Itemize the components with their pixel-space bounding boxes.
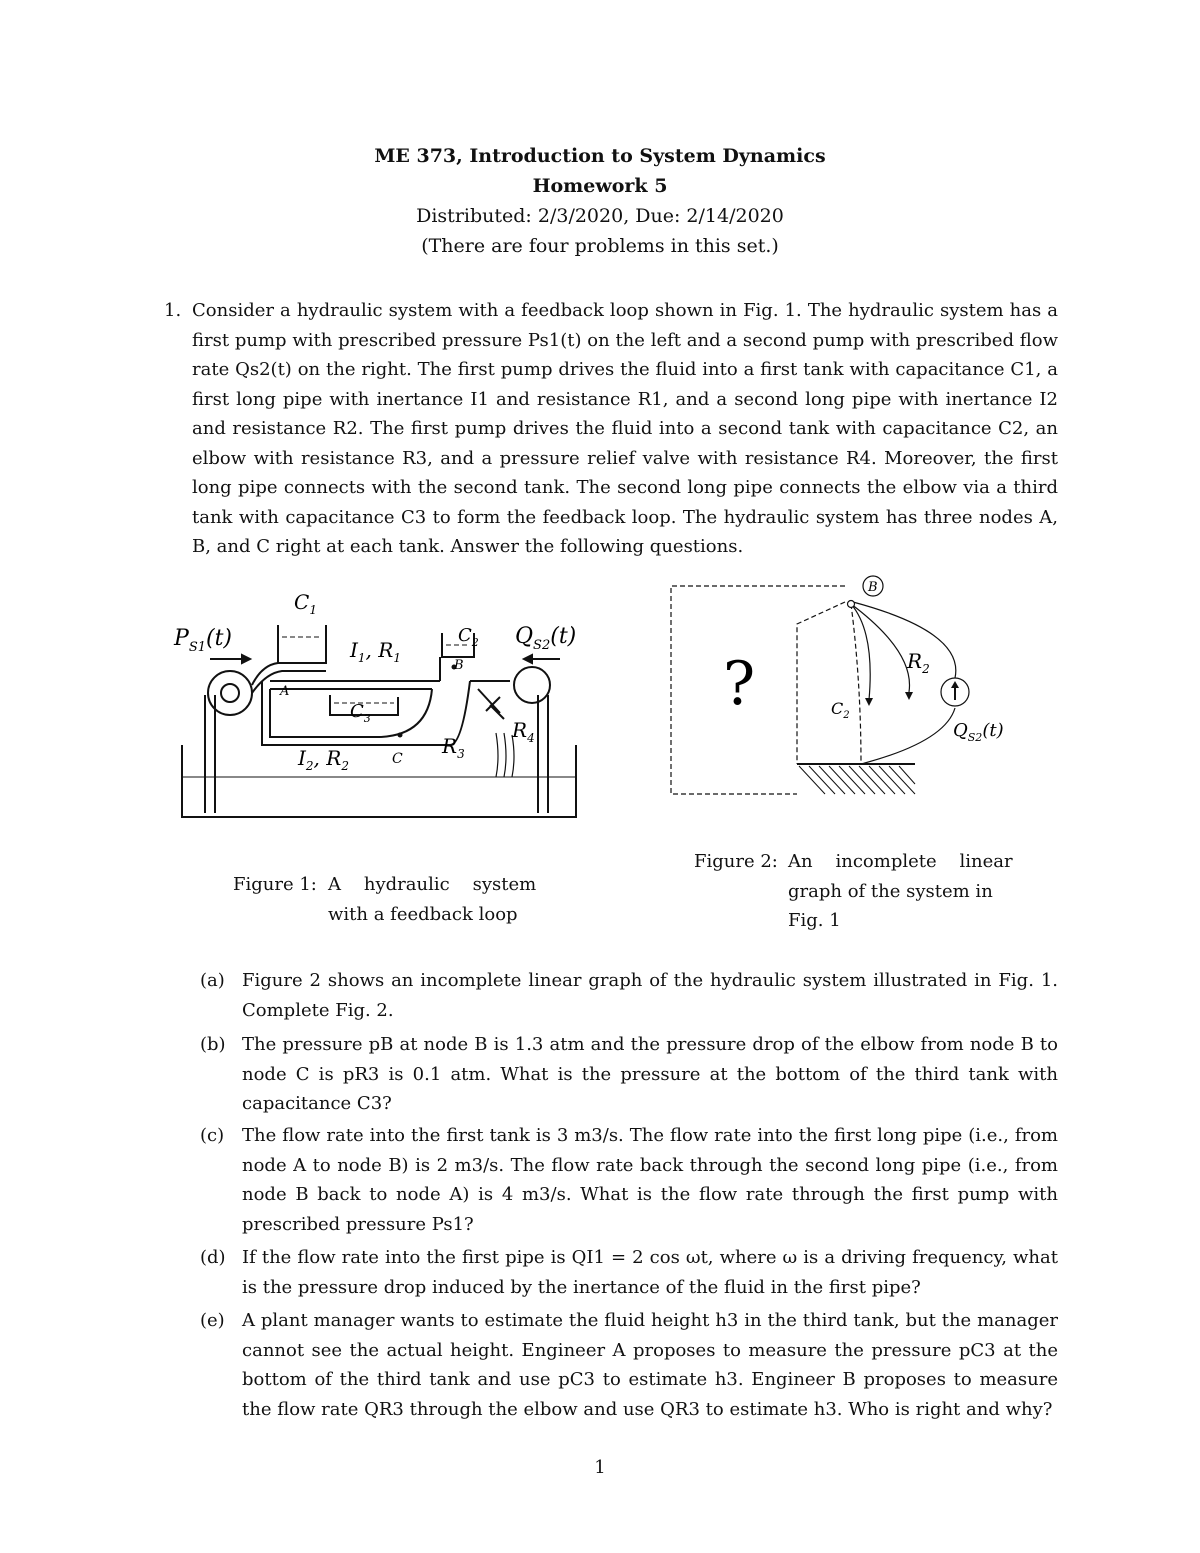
pump-2 bbox=[514, 667, 550, 703]
part-e-label: (e) bbox=[200, 1310, 225, 1331]
figure-1-caption-line2: with a feedback loop bbox=[328, 904, 518, 925]
problem-count-note: (There are four problems in this set.) bbox=[421, 235, 779, 257]
label-c1: $C_1$ bbox=[294, 590, 317, 617]
label-c3: $C_3$ bbox=[350, 701, 371, 725]
homework-title: Homework 5 bbox=[532, 175, 668, 197]
part-a-label: (a) bbox=[200, 970, 225, 991]
part-e-text: A plant manager wants to estimate the fluid height h3 in the third tank, but the manager cannot see the actual height. Engineer A proposes to measure the pressure pC3 at the bottom of the third tank and use pC3 to estimate h3. Engineer B proposes to measure the flow rate QR3 through the elbow and use QR3 to estimate h3. Who is right and why? bbox=[242, 1310, 1058, 1420]
label-qs2: $Q_{S2}(t)$ bbox=[515, 624, 577, 653]
reservoir bbox=[182, 745, 576, 817]
part-c-label: (c) bbox=[200, 1125, 225, 1146]
unknown-region-box bbox=[671, 586, 845, 794]
part-a-text: Figure 2 shows an incomplete linear graph of the hydraulic system illustrated in Fig. 1. Complete Fig. 2. bbox=[242, 970, 1058, 1021]
figure-1-caption-label: Figure 1: bbox=[233, 874, 317, 895]
question-mark: ? bbox=[723, 649, 756, 719]
label-node-b: B bbox=[454, 658, 464, 673]
figure-2-caption-line3: Fig. 1 bbox=[788, 910, 841, 931]
label-r3: $R_3$ bbox=[442, 734, 465, 761]
label-c2: $C_2$ bbox=[831, 699, 850, 721]
figure-2-caption-line1: An incomplete linear bbox=[788, 851, 1013, 872]
figure-1-caption-line1: A hydraulic system bbox=[328, 874, 537, 895]
node-b-label: B bbox=[868, 580, 878, 595]
problem-1-text: Consider a hydraulic system with a feedback loop shown in Fig. 1. The hydraulic system has a first pump with prescribed pressure Ps1(t) on the left and a second pump with prescribed flow rate Qs2(t) on the right. The first pump drives the fluid into a first tank with capacitance C1, a first long pipe with inertance I1 and resistance R1, and a second long pipe with inertance I2 and resistance R2. The first pump drives the fluid into a second tank with capacitance C2, an elbow with resistance R3, and a pressure relief valve with resistance R4. Moreover, the first long pipe connects with the second tank. The second long pipe connects the elbow via a third tank with capacitance C3 to form the feedback loop. The hydraulic system has three nodes A, B, and C right at each tank. Answer the following questions. bbox=[192, 300, 1058, 557]
figure-2-caption-line2: graph of the system in bbox=[788, 881, 993, 902]
part-d-text: If the flow rate into the first pipe is QI1 = 2 cos ωt, where ω is a driving frequency, what is the pressure drop induced by the inertance of the fluid in the first pipe? bbox=[242, 1247, 1058, 1298]
tank-c1 bbox=[278, 625, 326, 663]
label-node-c: C bbox=[392, 751, 403, 767]
problem-1-number: 1. bbox=[164, 300, 182, 321]
label-r4: $R_4$ bbox=[512, 718, 535, 745]
dates-line: Distributed: 2/3/2020, Due: 2/14/2020 bbox=[416, 205, 784, 227]
part-c-text: The flow rate into the first tank is 3 m3/s. The flow rate into the first long pipe (i.e., from node A to node B) is 2 m3/s. The flow rate back through the second long pipe (i.e., from node B back to node A) is 4 m3/s. What is the flow rate through the first pump with prescribed pressure Ps1? bbox=[242, 1125, 1058, 1235]
part-b-label: (b) bbox=[200, 1034, 226, 1055]
course-title: ME 373, Introduction to System Dynamics bbox=[374, 145, 826, 167]
part-b-text: The pressure pB at node B is 1.3 atm and the pressure drop of the elbow from node B to node C is pR3 is 0.1 atm. What is the pressure at the bottom of the third tank with capacitance C3? bbox=[242, 1034, 1058, 1114]
label-i2r2: $I_2$, $R_2$ bbox=[298, 746, 349, 773]
edge-c2 bbox=[851, 604, 861, 764]
label-r2: $R_2$ bbox=[907, 649, 930, 676]
figure-2-caption-label: Figure 2: bbox=[694, 851, 778, 872]
pump-1 bbox=[208, 671, 252, 715]
label-ps1: $P_{S1}(t)$ bbox=[174, 626, 233, 655]
label-c2: $C_2$ bbox=[458, 625, 479, 649]
part-d-label: (d) bbox=[200, 1247, 226, 1268]
figure-1-hydraulic-diagram bbox=[170, 585, 590, 825]
label-qs2: $Q_{S2}(t)$ bbox=[953, 720, 1004, 744]
figure-2-linear-graph bbox=[665, 572, 1025, 802]
label-i1r1: $I_1$, $R_1$ bbox=[350, 638, 401, 665]
label-node-a: A bbox=[280, 684, 290, 699]
page-number: 1 bbox=[594, 1457, 606, 1478]
